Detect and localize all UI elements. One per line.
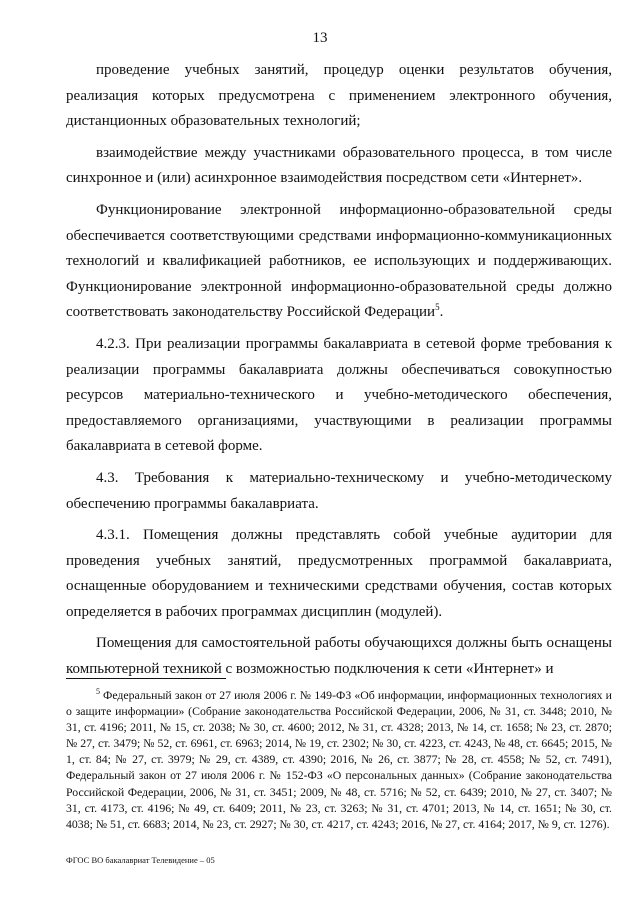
footnote-separator <box>66 678 226 679</box>
paragraph: проведение учебных занятий, процедур оценки результатов обучения, реализация которых предусмотрена с применением электронного обучения, дистанционных образовательных технологий; <box>66 62 612 130</box>
footnote <box>66 684 612 832</box>
page-number: 13 <box>312 30 328 46</box>
paragraph: Помещения для самостоятельной работы обучающихся должны быть оснащены компьютерной техникой с возможностью подключения к сети «Интернет» и <box>66 635 612 678</box>
page-footer: ФГОС ВО бакалавриат Телевидение – 05 <box>66 855 215 865</box>
footnote-text: Федеральный закон от 27 июля 2006 г. № 149-ФЗ «Об информации, информационных технологиях и о защите информации» (Собрание законодательства Российской Федерации, 2006, № 31, ст. 3448; 2010, № 31, ст. 4196; 2011, № 15, ст. 2038; № 30, ст. 4600; 2012, № 31, ст. 4328; 2013, № 14, ст. 1658; № 23, ст. 2870; № 27, ст. 3479; № 52, ст. 6961, ст. 6963; 2014, № 19, ст. 2302; № 30, ст. 4223, ст. 4243, № 48, ст. 6645; 2015, № 1, ст. 84; № 27, ст. 3979; № 29, ст. 4389, ст. 4390; 2016, № 26, ст. 3877; № 28, ст. 4558; № 52, ст. 7491), Федеральный закон от 27 июля 2006 г. № 152-ФЗ «О персональных данных» (Собрание законодательства Российской Федерации, 2006, № 31, ст. 3451; 2009, № 48, ст. 5716; № 52, ст. 6439; 2010, № 27, ст. 3407; № 31, ст. 4173, ст. 4196; № 49, ст. 6409; 2011, № 23, ст. 3263; № 31, ст. 4701; 2013, № 14, ст. 1651; № 30, ст. 4038; № 51, ст. 6683; 2014, № 23, ст. 2927; № 30, ст. 4217, ст. 4243; 2016, № 27, ст. 4164; 2017, № 9, ст. 1276). <box>66 688 612 831</box>
paragraph-with-footnote <box>66 198 612 326</box>
footnote-mark: 5 <box>96 687 100 696</box>
paragraph: 4.2.3. При реализации программы бакалавриата в сетевой форме требования к реализации программы бакалавриата должны обеспечиваться совокупностью ресурсов материально-технического и учебно-методического обеспечения, предоставляемого организациями, участвующими в реализации программы бакалавриата в сетевой форме. <box>66 335 612 455</box>
paragraph: 4.3. Требования к материально-техническому и учебно-методическому обеспечению программы бакалавриата. <box>66 469 612 512</box>
paragraph: 4.3.1. Помещения должны представлять собой учебные аудитории для проведения учебных занятий, предусмотренных программой бакалавриата, оснащенные оборудованием и техническими средствами обучения, состав которых определяется в рабочих программах дисциплин (модулей). <box>66 527 612 620</box>
footnote-reference[interactable]: 5 <box>435 302 440 313</box>
paragraph: взаимодействие между участниками образовательного процесса, в том числе синхронное и (или) асинхронное взаимодействия посредством сети «Интернет». <box>66 144 612 187</box>
paragraph-end-punctuation: . <box>439 304 444 321</box>
paragraph-text: Функционирование электронной информационно-образовательной среды обеспечивается соответствующими средствами информационно-коммуникационных технологий и квалификацией работников, ее использующих и поддерживающих. Функционирование электронной информационно-образовательной среды должно соответствовать законодательству Российской Федерации <box>66 201 612 321</box>
document-body <box>66 58 612 689</box>
